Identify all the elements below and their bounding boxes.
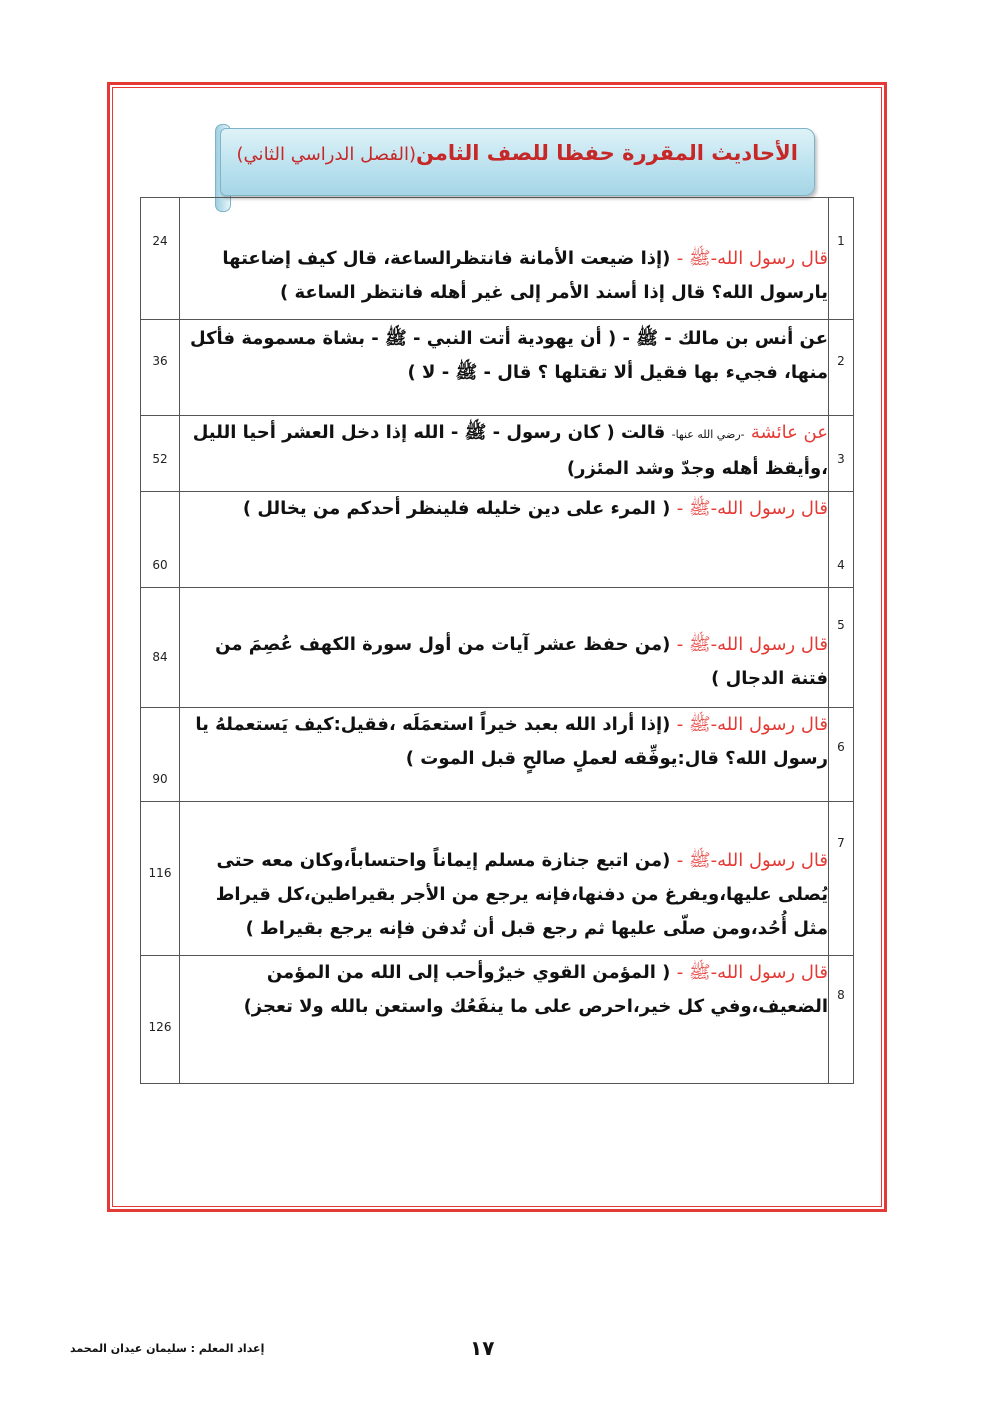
hadith-text: ( المرء على دين خليله فلينظر أحدكم من يخالل ) — [242, 498, 671, 519]
table-row — [141, 708, 854, 802]
page-number: 126 — [148, 1020, 172, 1034]
row-number: 4 — [837, 558, 845, 572]
hadith-text: عن أنس بن مالك - ﷺ - ( أن يهودية أتت النبي - ﷺ - بشاة مسمومة فأكل منها، فجيء بها فقيل ألا تقتلها ؟ قال - ﷺ - لا ) — [190, 328, 828, 383]
table-row — [141, 802, 854, 956]
title-sub: (الفصل الدراسي الثاني) — [236, 144, 416, 165]
hadith-text-cell — [180, 416, 829, 492]
hadith-table — [140, 197, 854, 1084]
row-number: 3 — [837, 452, 845, 466]
row-number: 1 — [837, 234, 845, 248]
hadith-prefix: قال رسول الله-ﷺ - — [676, 850, 828, 871]
hadith-text-cell — [180, 802, 829, 956]
page-number: 52 — [152, 452, 168, 466]
hadith-prefix: قال رسول الله-ﷺ - — [676, 962, 828, 983]
hadith-text-cell — [180, 708, 829, 802]
page-cell — [141, 588, 180, 708]
hadith-text: ( المؤمن القوي خيرٌوأحب إلى الله من المؤمن الضعيف،وفي كل خير،احرص على ما ينفَعُك واستعن بالله ولا تعجز) — [243, 962, 828, 1017]
hadith-prefix: قال رسول الله-ﷺ - — [676, 248, 828, 269]
hadith-prefix: قال رسول الله-ﷺ - — [676, 498, 828, 519]
page-number: 116 — [148, 866, 172, 880]
number-cell — [829, 708, 854, 802]
row-number: 8 — [837, 988, 845, 1002]
hadith-prefix: قال رسول الله-ﷺ - — [676, 634, 828, 655]
number-cell — [829, 416, 854, 492]
number-cell — [829, 588, 854, 708]
page-cell — [141, 492, 180, 588]
row-number: 5 — [837, 618, 845, 632]
table-row — [141, 416, 854, 492]
table-row — [141, 320, 854, 416]
page-cell — [141, 708, 180, 802]
hadith-prefix: عن عائشة — [750, 422, 828, 443]
scroll-banner — [220, 128, 815, 196]
footer-author: إعداد المعلم : سليمان عيدان المحمد — [70, 1342, 265, 1355]
row-number: 6 — [837, 740, 845, 754]
number-cell — [829, 956, 854, 1084]
hadith-text-cell — [180, 198, 829, 320]
table-row — [141, 198, 854, 320]
number-cell — [829, 802, 854, 956]
title-main: الأحاديث المقررة حفظا للصف الثامن — [415, 141, 798, 165]
row-number: 2 — [837, 354, 845, 368]
page-cell — [141, 956, 180, 1084]
hadith-prefix: قال رسول الله-ﷺ - — [676, 714, 828, 735]
table-row — [141, 492, 854, 588]
hadith-text: (من حفظ عشر آيات من أول سورة الكهف عُصِمَ من فتنة الدجال ) — [215, 634, 828, 689]
page-cell — [141, 320, 180, 416]
page-number: 60 — [152, 558, 168, 572]
table-row — [141, 588, 854, 708]
page-number: 36 — [152, 354, 168, 368]
number-cell — [829, 492, 854, 588]
table-row — [141, 956, 854, 1084]
hadith-text: (من اتبع جنازة مسلم إيماناً واحتساباً،وكان معه حتى يُصلى عليها،ويفرغ من دفنها،فإنه يرجع من الأجر بقيراطين،كل قيراط مثل أُحُد،ومن صلّى عليها ثم رجع قبل أن تُدفن فإنه يرجع بقيراط ) — [215, 850, 828, 939]
hadith-text-cell — [180, 588, 829, 708]
page-number: 84 — [152, 650, 168, 664]
number-cell — [829, 198, 854, 320]
row-number: 7 — [837, 836, 845, 850]
hadith-text: قالت ( كان رسول - ﷺ - الله إذا دخل العشر أحيا الليل ،وأيقظ أهله وجدّ وشد المئزر) — [192, 422, 828, 479]
hadith-text-cell — [180, 492, 829, 588]
hadith-text-cell — [180, 956, 829, 1084]
footer-page-number: ١٧ — [470, 1336, 495, 1360]
number-cell — [829, 320, 854, 416]
page-number: 90 — [152, 772, 168, 786]
page-cell — [141, 802, 180, 956]
hadith-honorific: -رضي الله عنها- — [671, 428, 745, 441]
page-number: 24 — [152, 234, 168, 248]
hadith-text: (إذا أراد الله بعبد خيراً استعمَلَه ،فقيل:كيف يَستعملهُ يا رسول الله؟ قال:يوفِّقه لعملٍ صالحٍ قبل الموت ) — [195, 714, 828, 769]
page-title — [237, 141, 798, 165]
page-cell — [141, 416, 180, 492]
hadith-text: (إذا ضيعت الأمانة فانتظرالساعة، قال كيف إضاعتها يارسول الله؟ قال إذا أسند الأمر إلى غير أهله فانتظر الساعة ) — [222, 248, 828, 303]
hadith-text-cell — [180, 320, 829, 416]
page-cell — [141, 198, 180, 320]
